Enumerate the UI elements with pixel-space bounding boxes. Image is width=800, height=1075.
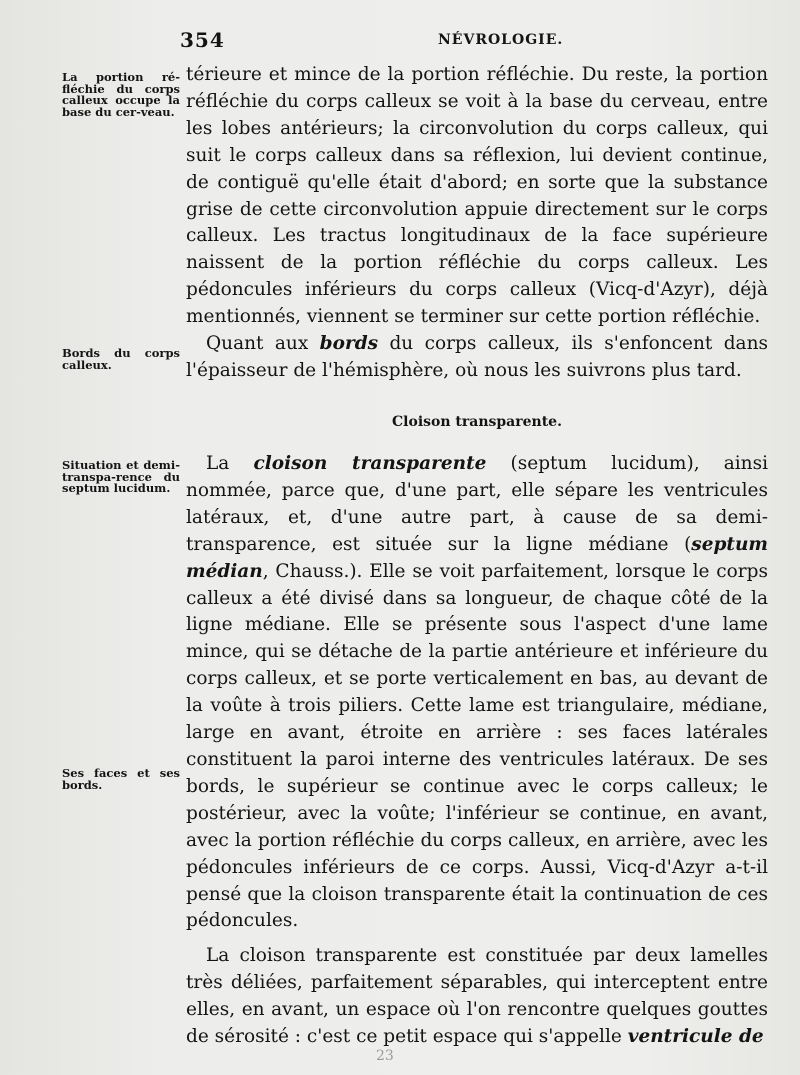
paragraph-4-emphasis: ventricule de	[627, 1026, 764, 1048]
paragraph-3-text-b: (septum lucidum), ainsi nommée, parce que, d'une part, elle sépare les ventricules latéraux, et, d'une autre part, à cause de sa demi-transparence, est située sur la ligne médiane (	[186, 453, 768, 555]
paragraph-3-emphasis-1: cloison transparente	[253, 453, 487, 474]
margin-note-portion-reflechie: La portion ré-fléchie du corps calleux occupe la base du cer-veau.	[62, 70, 180, 119]
paragraph-3	[186, 451, 768, 935]
margin-note-situation: Situation et demi-transpa-rence du septum lucidum.	[62, 458, 180, 495]
folio-signature: 23	[376, 1048, 394, 1064]
running-title: NÉVROLOGIE.	[438, 32, 564, 48]
paragraph-3-text-a: La	[206, 453, 254, 474]
margin-note-faces-bords: Ses faces et ses bords.	[62, 766, 180, 792]
margin-note-bords: Bords du corps calleux.	[62, 346, 180, 372]
paragraph-2-emphasis: bords	[319, 333, 379, 355]
paragraph-4-text-a: La cloison transparente est constituée par deux lamelles très déliées, parfaitement séparables, qui interceptent entre elles, en avant, un espace où l'on rencontre quelques gouttes de sérosité : c'est ce petit espace qui s'appelle	[186, 945, 768, 1048]
paragraph-3-text-c: , Chauss.). Elle se voit parfaitement, lorsque le corps calleux a été divisé dans sa longueur, de chaque côté de la ligne médiane. Elle se présente sous l'aspect d'une lame mince, qui se détache de la partie antérieure et inférieure du corps calleux, et se porte verticalement en bas, au devant de la voûte à trois piliers. Cette lame est triangulaire, médiane, large en avant, étroite en arrière : ses faces latérales constituent la paroi interne des ventricules latéraux. De ses bords, le supérieur se continue avec le corps calleux; le postérieur, avec la voûte; l'inférieur se continue, en avant, avec la portion réfléchie du corps calleux, en arrière, avec les pédoncules inférieurs de ce corps. Aussi, Vicq-d'Azyr a-t-il pensé que la cloison transparente était la continuation de ces pédoncules.	[186, 560, 768, 932]
paragraph-2-text-b: du corps calleux, ils s'enfoncent dans l'épaisseur de l'hémisphère, où nous les suivrons plus tard.	[186, 333, 768, 381]
paragraph-1: térieure et mince de la portion réfléchie. Du reste, la portion réfléchie du corps calleux se voit à la base du cerveau, entre les lobes antérieurs; la circonvolution du corps calleux, qui suit le corps calleux dans sa réflexion, lui devient continue, de contiguë qu'elle était d'abord; en sorte que la substance grise de cette circonvolution appuie directement sur le corps calleux. Les tractus longitudinaux de la face supérieure naissent de la portion réfléchie du corps calleux. Les pédoncules inférieurs du corps calleux (Vicq-d'Azyr), déjà mentionnés, viennent se terminer sur cette portion réfléchie.	[186, 64, 768, 328]
paragraph-4	[186, 943, 768, 1051]
section-title: Cloison transparente.	[392, 414, 562, 430]
paragraph-2	[186, 331, 768, 385]
page-number: 354	[180, 28, 225, 52]
paragraph-3-emphasis-2: septum médian	[186, 533, 768, 582]
paragraph-2-text-a: Quant aux	[206, 333, 320, 355]
body-block-top	[186, 62, 768, 385]
page-header	[180, 28, 770, 56]
body-block-bottom	[186, 451, 768, 1051]
